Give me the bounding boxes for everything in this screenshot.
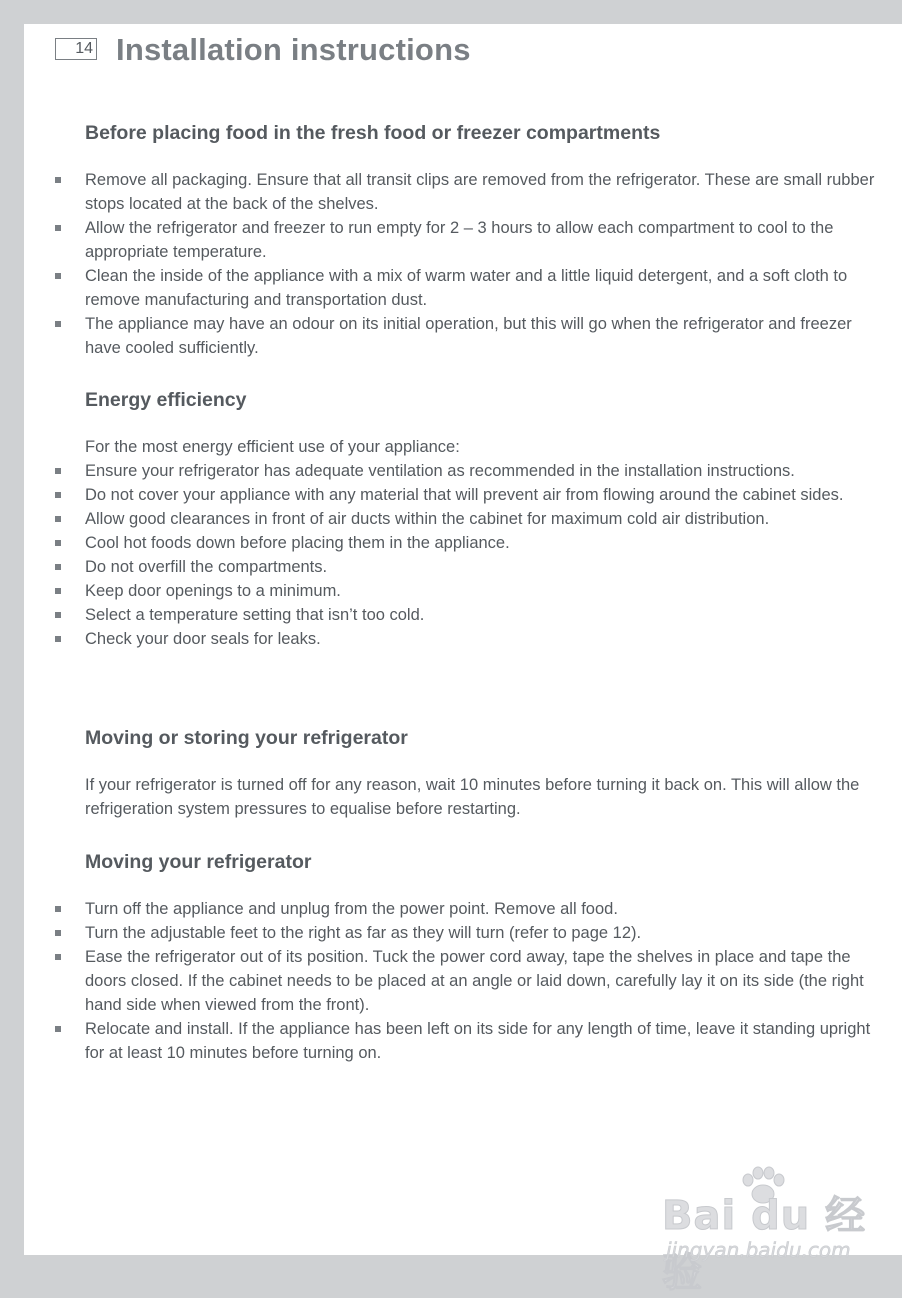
list-item: Clean the inside of the appliance with a mix of warm water and a little liquid detergent, and a soft cloth to remove manufacturing and transportation dust. (85, 264, 885, 312)
energy-intro: For the most energy efficient use of your appliance: (85, 438, 460, 456)
section-heading-moving-or-storing: Moving or storing your refrigerator (85, 727, 408, 749)
moving-storing-body: If your refrigerator is turned off for any reason, wait 10 minutes before turning it back on. This will allow the refrigeration system pressures to equalise before restarting. (85, 776, 860, 818)
list-item: Turn the adjustable feet to the right as far as they will turn (refer to page 12). (85, 921, 885, 945)
section-before-placing-food (85, 120, 885, 360)
bullet-icon (55, 516, 61, 522)
bullet-icon (55, 540, 61, 546)
bullet-icon (55, 564, 61, 570)
list-item: Relocate and install. If the appliance has been left on its side for any length of time, leave it standing upright for at least 10 minutes before turning on. (85, 1017, 885, 1065)
section-moving-your-refrigerator (85, 849, 885, 1065)
bullet-icon (55, 930, 61, 936)
bullet-icon (55, 468, 61, 474)
section-heading-moving-your-refrigerator: Moving your refrigerator (85, 851, 312, 873)
bullet-icon (55, 273, 61, 279)
list-item: Ensure your refrigerator has adequate ventilation as recommended in the installation instructions. (85, 459, 885, 483)
list-item: Allow the refrigerator and freezer to run empty for 2 – 3 hours to allow each compartment to cool to the appropriate temperature. (85, 216, 885, 264)
list-item: Cool hot foods down before placing them in the appliance. (85, 531, 885, 555)
bullet-icon (55, 1026, 61, 1032)
list-item: Do not cover your appliance with any material that will prevent air from flowing around the cabinet sides. (85, 483, 885, 507)
section-heading-before-placing-food: Before placing food in the fresh food or freezer compartments (85, 122, 661, 144)
section-energy-efficiency (85, 387, 885, 651)
bullet-list-moving (85, 897, 885, 1065)
bullet-icon (55, 954, 61, 960)
list-item: Keep door openings to a minimum. (85, 579, 885, 603)
list-item: Turn off the appliance and unplug from the power point. Remove all food. (85, 897, 885, 921)
bullet-icon (55, 588, 61, 594)
bullet-list-energy-efficiency (85, 459, 885, 651)
section-heading-energy-efficiency: Energy efficiency (85, 389, 247, 411)
list-item: Ease the refrigerator out of its position. Tuck the power cord away, tape the shelves in place and tape the doors closed. If the cabinet needs to be placed at an angle or laid down, carefully lay it on its side (the right hand side when viewed from the front). (85, 945, 885, 1017)
bullet-icon (55, 636, 61, 642)
page-number-box: 14 (55, 38, 97, 60)
baidu-watermark (642, 1162, 882, 1296)
bullet-list-before-placing-food (85, 168, 885, 360)
bullet-icon (55, 492, 61, 498)
manual-page (24, 24, 902, 1296)
bullet-icon (55, 177, 61, 183)
list-item: Remove all packaging. Ensure that all transit clips are removed from the refrigerator. These are small rubber stops located at the back of the shelves. (85, 168, 885, 216)
watermark-logo: Bai du 经验 (662, 1193, 867, 1296)
bullet-icon (55, 906, 61, 912)
watermark-url: jingyan.baidu.com (666, 1238, 851, 1262)
section-moving-or-storing (85, 725, 885, 821)
bullet-icon (55, 225, 61, 231)
bullet-icon (55, 321, 61, 327)
list-item: Select a temperature setting that isn’t too cold. (85, 603, 885, 627)
list-item: Do not overfill the compartments. (85, 555, 885, 579)
list-item: Allow good clearances in front of air ducts within the cabinet for maximum cold air distribution. (85, 507, 885, 531)
bullet-icon (55, 612, 61, 618)
list-item: The appliance may have an odour on its initial operation, but this will go when the refrigerator and freezer have cooled sufficiently. (85, 312, 885, 360)
page-title: Installation instructions (116, 32, 471, 67)
list-item: Check your door seals for leaks. (85, 627, 885, 651)
